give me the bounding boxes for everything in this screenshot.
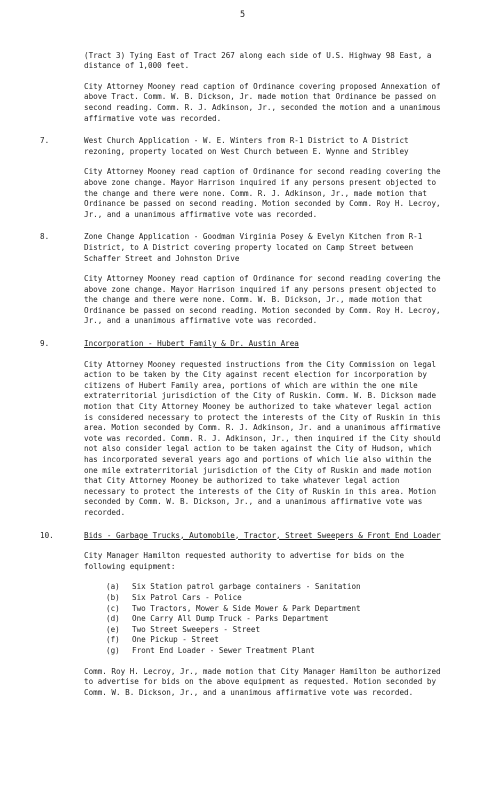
list-item-text: One Pickup - Street — [132, 635, 219, 645]
list-item-label: (b) — [106, 592, 120, 602]
section-title: West Church Application - W. E. Winters from R-1 District to A District rezoning, property located on West Church between E. Wynne and Stribley — [84, 136, 409, 156]
section-paragraph: City Attorney Mooney read caption of Ordinance for second reading covering the above zone change. Mayor Harrison inquired if any persons present objected to the change and there were none. Comm. W. B. Dickson, Jr., made motion that Ordinance be passed on second reading. Motion seconded by Comm. Roy H. Lecroy, Jr., and a unanimous affirmative vote was recorded. — [84, 274, 441, 326]
section-10 — [40, 531, 445, 699]
section-intro: City Manager Hamilton requested authority to advertise for bids on the following equipment: — [84, 551, 405, 571]
list-item — [106, 635, 445, 646]
section-number: 9. — [40, 339, 50, 349]
list-item-label: (a) — [106, 582, 120, 592]
list-item-text: One Carry All Dump Truck - Parks Department — [132, 614, 329, 624]
section-number: 7. — [40, 136, 50, 146]
list-item-text: Six Patrol Cars - Police — [132, 592, 242, 602]
tract-continuation: (Tract 3) Tying East of Tract 267 along each side of U.S. Highway 98 East, a distance of 1,000 feet. — [84, 50, 432, 71]
section-number: 10. — [40, 530, 54, 540]
list-item — [106, 614, 445, 625]
list-item-label: (f) — [106, 635, 120, 645]
list-item — [106, 593, 445, 604]
section-8 — [40, 232, 445, 327]
list-item-text: Front End Loader - Sewer Treatment Plant — [132, 645, 315, 655]
list-item — [106, 604, 445, 615]
list-item — [106, 625, 445, 636]
list-item-label: (g) — [106, 645, 120, 655]
section-7 — [40, 136, 445, 220]
list-item-label: (e) — [106, 624, 120, 634]
list-item — [106, 582, 445, 593]
section-paragraph: City Attorney Mooney read caption of Ordinance for second reading covering the above zone change. Mayor Harrison inquired if any persons present objected to the change and there were none. Comm. R. J. Adkinson, Jr., made motion that Ordinance be passed on second reading. Motion seconded by Comm. Roy H. Lecroy, Jr., and a unanimous affirmative vote was recorded. — [84, 167, 441, 219]
page-number: 5 — [239, 10, 246, 20]
section-9 — [40, 339, 445, 519]
list-item — [106, 646, 445, 657]
section-number: 8. — [40, 232, 50, 242]
list-item-text: Six Station patrol garbage containers - Sanitation — [132, 582, 361, 592]
list-item-label: (d) — [106, 614, 120, 624]
section-title: Zone Change Application - Goodman Virginia Posey & Evelyn Kitchen from R-1 District, to A District covering property located on Camp Street between Schaffer Street and Johnston Drive — [84, 232, 423, 263]
section-paragraph: City Attorney Mooney requested instructions from the City Commission on legal action to be taken by the City against recent election for incorporation by citizens of Hubert Family area, portions of which are within the one mile extraterritorial jurisdiction of the City of Ruskin. Comm. W. B. Dickson made motion that City Attorney Mooney be authorized to take whatever legal action is considered necessary to protect the interests of the City of Ruskin in this area. Motion seconded by Comm. R. J. Adkinson, Jr. and a unanimous affirmative vote was recorded. Comm. R. J. Adkinson, Jr., then inquired if the City should not also consider legal action to be taken against the City of Hudson, which has incorporated several years ago and portions of which lie also within the one mile extraterritorial jurisdiction of the City of Ruskin and made motion that City Attorney Mooney be authorized to take whatever legal action necessary to protect the interests of the City of Ruskin in this area. Motion seconded by Comm. W. B. Dickson, Jr., and a unanimous affirmative vote was recorded. — [84, 359, 441, 517]
section-closing: Comm. Roy H. Lecroy, Jr., made motion that City Manager Hamilton be authorized to advertise for bids on the above equipment as requested. Motion seconded by Comm. W. B. Dickson, Jr., and a unanimous affirmative vote was recorded. — [84, 666, 441, 697]
annexation-paragraph: City Attorney Mooney read caption of Ordinance covering proposed Annexation of above Tract. Comm. W. B. Dickson, Jr. made motion that Ordinance be passed on second reading. Comm. R. J. Adkinson, Jr., seconded the motion and a unanimous affirmative vote was recorded. — [84, 81, 441, 123]
section-title: Incorporation - Hubert Family & Dr. Austin Area — [84, 339, 299, 349]
section-title: Bids - Garbage Trucks, Automobile, Tractor, Street Sweepers & Front End Loader — [84, 530, 441, 540]
list-item-text: Two Street Sweepers - Street — [132, 624, 261, 634]
list-item-label: (c) — [106, 603, 120, 613]
equipment-list — [106, 582, 445, 656]
list-item-text: Two Tractors, Mower & Side Mower & Park Department — [132, 603, 361, 613]
